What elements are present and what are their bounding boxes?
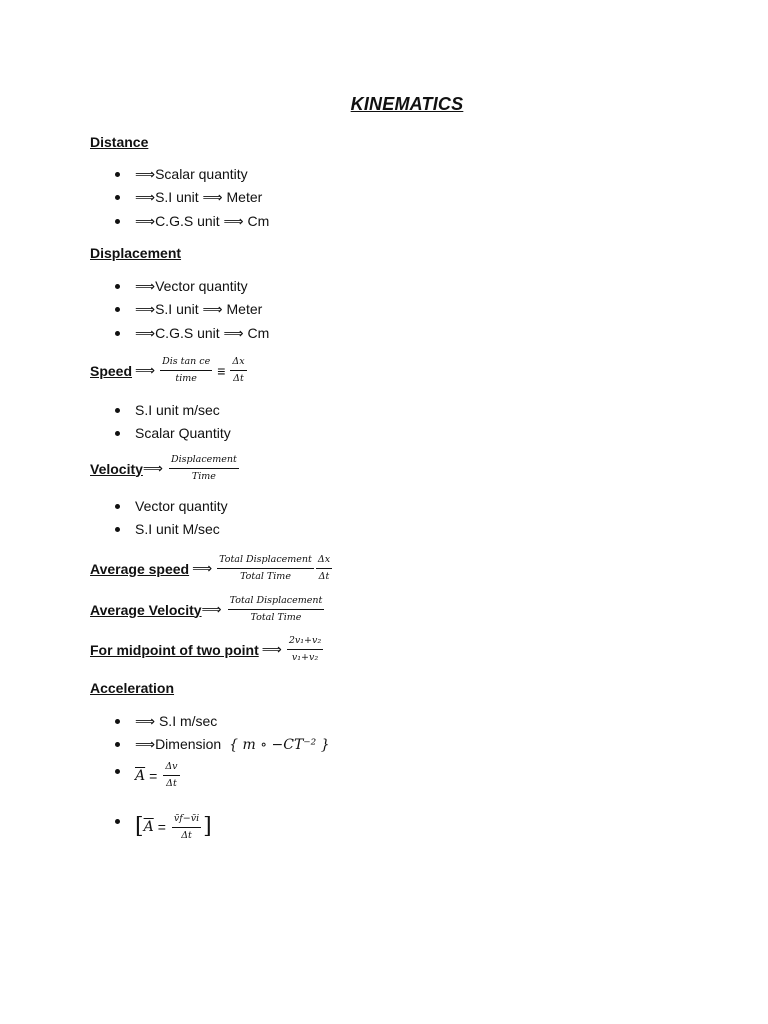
midpoint-heading: For midpoint of two point xyxy=(90,641,259,658)
dimension-formula: { m ∘ −CT⁻² } xyxy=(229,737,330,754)
speed-list xyxy=(113,399,231,446)
midpoint-formula xyxy=(90,635,325,664)
fraction-denominator: Δt xyxy=(318,571,330,582)
list-item xyxy=(113,760,330,791)
equals-sign: = xyxy=(157,819,166,835)
implies-arrow: ⟹ xyxy=(135,362,156,379)
fraction-dx-dt xyxy=(316,554,332,583)
fraction-denominator: Time xyxy=(191,471,216,482)
implies-arrow: ⟹ xyxy=(192,560,213,577)
list-item: Vector quantity xyxy=(113,495,228,518)
fraction-total-displacement-time xyxy=(217,554,314,583)
left-bracket: [ xyxy=(135,814,144,839)
list-item: ⟹S.I unit ⟹ Meter xyxy=(113,298,269,321)
fraction-numerator: v̄f−v̄i xyxy=(172,813,201,828)
list-item: ⟹Scalar quantity xyxy=(113,163,269,186)
list-item: ⟹S.I unit ⟹ Meter xyxy=(113,186,269,209)
list-item: ⟹ S.I m/sec xyxy=(113,710,330,733)
average-velocity-heading: Average Velocity xyxy=(90,601,202,618)
acceleration-list xyxy=(113,710,330,791)
list-item: Scalar Quantity xyxy=(113,422,231,445)
acceleration-heading: Acceleration xyxy=(90,680,175,696)
fraction-numerator: Total Displacement xyxy=(217,554,314,569)
average-speed-formula xyxy=(90,554,334,583)
fraction-numerator: Dis tan ce xyxy=(160,356,212,371)
list-item xyxy=(113,810,212,845)
velocity-heading: Velocity xyxy=(90,460,143,477)
equivalence-sign: ≡ xyxy=(217,362,226,379)
fraction-dv-dt xyxy=(163,761,179,790)
fraction-numerator: Δx xyxy=(230,356,246,371)
implies-arrow: ⟹ xyxy=(142,460,163,477)
velocity-formula xyxy=(90,454,241,483)
right-bracket: ] xyxy=(203,814,212,839)
acceleration-bracket-formula xyxy=(135,810,212,844)
equals-sign: = xyxy=(149,767,158,784)
page-title: KINEMATICS xyxy=(350,94,464,114)
acceleration-formula xyxy=(135,761,182,791)
fraction-numerator: Δv xyxy=(163,761,179,776)
fraction-denominator: Total Time xyxy=(250,612,302,623)
velocity-list xyxy=(113,495,228,542)
fraction-denominator: time xyxy=(175,373,197,384)
speed-heading: Speed xyxy=(90,362,133,379)
fraction-numerator: Total Displacement xyxy=(228,595,325,610)
fraction-midpoint xyxy=(287,635,323,664)
fraction-vf-vi-dt xyxy=(172,813,201,842)
list-item: S.I unit m/sec xyxy=(113,399,231,422)
fraction-total-displacement-time xyxy=(228,595,325,624)
list-item: ⟹C.G.S unit ⟹ Cm xyxy=(113,210,269,233)
acceleration-vector: $\overline{A}$ xyxy=(135,767,146,784)
distance-heading: Distance xyxy=(90,134,149,150)
average-speed-heading: Average speed xyxy=(90,560,190,577)
speed-formula xyxy=(90,356,249,385)
fraction-numerator: 2v₁+v₂ xyxy=(287,635,323,650)
dimension-label: ⟹Dimension xyxy=(135,736,222,753)
implies-arrow: ⟹ xyxy=(261,641,282,658)
displacement-list xyxy=(113,275,269,345)
fraction-denominator: v₁+v₂ xyxy=(291,652,319,663)
fraction-denominator: Δt xyxy=(181,829,192,841)
acceleration-vector: $\overline{A}$ xyxy=(143,819,154,835)
list-item xyxy=(113,733,330,757)
fraction-denominator: Total Time xyxy=(240,571,291,582)
fraction-denominator: Δt xyxy=(233,373,244,384)
fraction-distance-time xyxy=(160,356,212,385)
list-item: S.I unit M/sec xyxy=(113,518,228,541)
average-velocity-formula xyxy=(90,595,326,624)
fraction-displacement-time xyxy=(169,454,239,483)
list-item: ⟹Vector quantity xyxy=(113,275,269,298)
implies-arrow: ⟹ xyxy=(201,601,222,618)
fraction-denominator: Δt xyxy=(166,778,177,790)
fraction-numerator: Displacement xyxy=(169,454,239,469)
displacement-heading: Displacement xyxy=(90,245,182,261)
fraction-numerator: Δx xyxy=(316,554,332,569)
list-item: ⟹C.G.S unit ⟹ Cm xyxy=(113,322,269,345)
fraction-dx-dt xyxy=(230,356,246,385)
acceleration-list-2 xyxy=(113,810,212,845)
distance-list xyxy=(113,163,269,233)
